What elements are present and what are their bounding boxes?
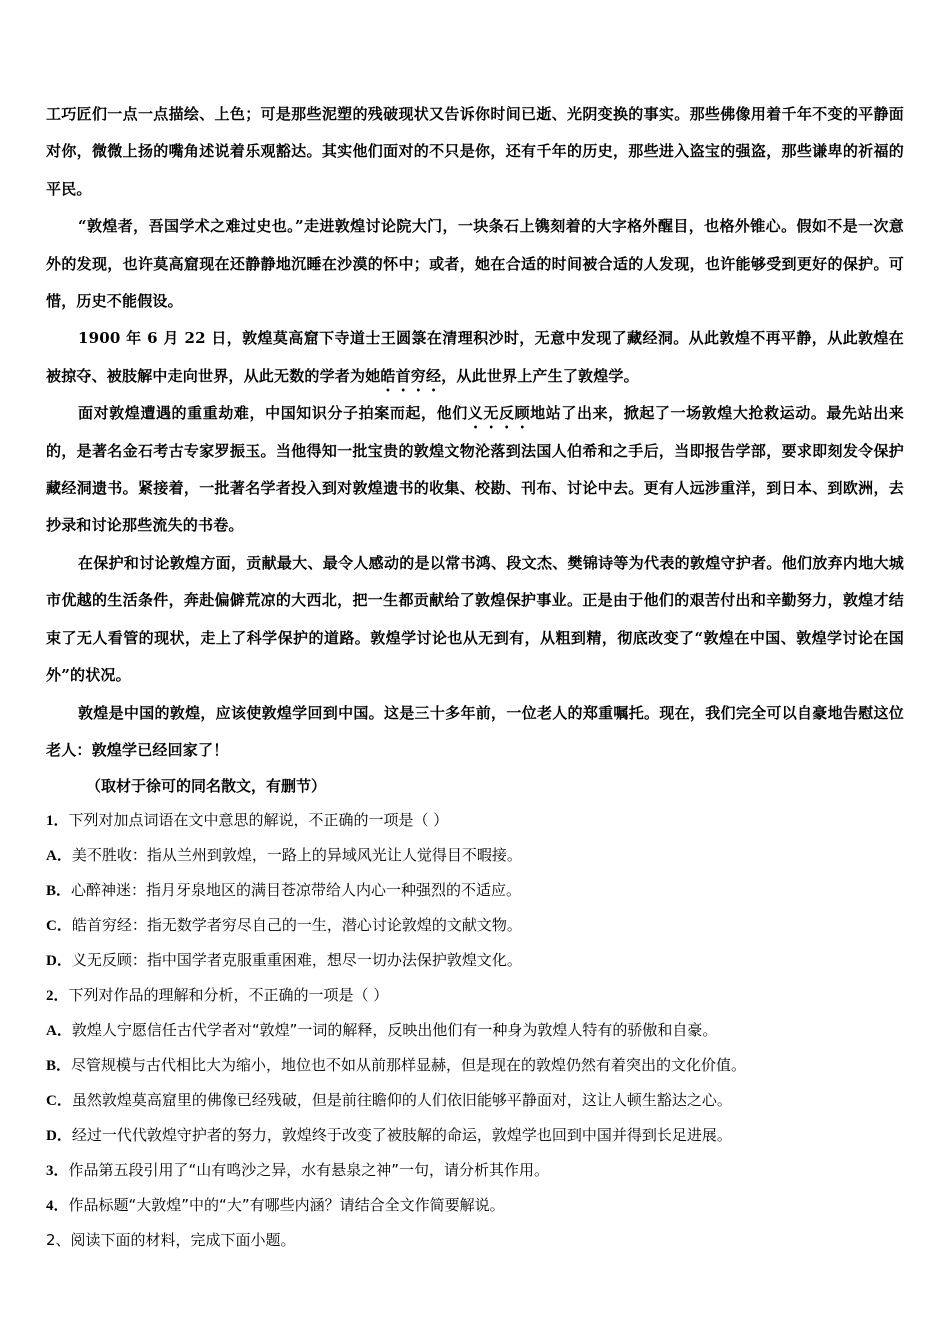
option-label: D． <box>46 953 72 970</box>
option-label: B． <box>46 1058 72 1075</box>
question-text: 下列对作品的理解和分析，不正确的一项是（ ） <box>68 986 389 1005</box>
option-text: 心醉神迷：指月牙泉地区的满目苍凉带给人内心一种强烈的不适应。 <box>71 881 522 900</box>
option-label: A． <box>46 1023 72 1040</box>
paragraph-3-text-a: 1900 年 6 月 22 日，敦煌莫高窟下寺道士王圆箓在清理积沙时，无意中发现了藏经洞。从此敦煌不再平静，从此敦煌在被掠夺、被肢解中走向世界，从此无数的学者为她 <box>46 329 904 385</box>
question-text: 作品第五段引用了“山有鸣沙之异，水有悬泉之神”一句，请分析其作用。 <box>68 1161 550 1180</box>
option-2c <box>46 1083 904 1118</box>
dotted-term-haoshouqiongjing: 皓首穷经 <box>380 366 442 385</box>
option-label: C． <box>46 918 72 935</box>
question-number: 2． <box>46 988 69 1005</box>
option-label: B． <box>46 883 72 900</box>
option-1b <box>46 873 904 908</box>
passage-source: （取材于徐可的同名散文，有删节） <box>86 777 327 796</box>
question-number: 3． <box>46 1163 69 1180</box>
option-text: 经过一代代敦煌守护者的努力，敦煌终于改变了被肢解的命运，敦煌学也回到中国并得到长足进展。 <box>71 1126 732 1145</box>
option-2b <box>46 1048 904 1083</box>
question-4 <box>46 1188 904 1223</box>
option-label: D． <box>46 1128 72 1145</box>
question-1 <box>46 803 904 838</box>
question-text: 下列对加点词语在文中意思的解说，不正确的一项是（ ） <box>68 811 449 830</box>
passage-paragraph-5: 在保护和讨论敦煌方面，贡献最大、最令人感动的是以常书鸿、段文杰、樊锦诗等为代表的敦煌守护者。他们放弃内地大城市优越的生活条件，奔赴偏僻荒凉的大西北，把一生都贡献给了敦煌保护事业。正是由于他们的艰苦付出和辛勤努力，敦煌才结束了无人看管的现状，走上了科学保护的道路。敦煌学讨论也从无到有，从粗到精，彻底改变了“敦煌在中国、敦煌学讨论在国外”的状况。 <box>46 553 904 685</box>
option-1c <box>46 908 904 943</box>
option-label: C． <box>46 1093 72 1110</box>
option-text: 义无反顾：指中国学者克服重重困难，想尽一切办法保护敦煌文化。 <box>71 951 522 970</box>
question-number: 1． <box>46 813 69 830</box>
option-text: 虽然敦煌莫高窟里的佛像已经残破，但是前往瞻仰的人们依旧能够平静面对，这让人顿生豁达之心。 <box>71 1091 732 1110</box>
option-1a <box>46 838 904 873</box>
option-text: 尽管规模与古代相比大为缩小，地位也不如从前那样显赫，但是现在的敦煌仍然有着突出的文化价值。 <box>71 1056 747 1075</box>
option-label: A． <box>46 848 72 865</box>
passage-paragraph-3 <box>46 320 904 395</box>
passage-paragraph-6: 敦煌是中国的敦煌，应该使敦煌学回到中国。这是三十多年前，一位老人的郑重嘱托。现在，我们完全可以自豪地告慰这位老人：敦煌学已经回家了！ <box>46 703 904 759</box>
paragraph-4-text-b: 地站了出来，掀起了一场敦煌大抢救运动。最先站出来的，是著名金石考古专家罗振玉。当他得知一批宝贵的敦煌文物沦落到法国人伯希和之手后，当即报告学部，要求即刻发令保护藏经洞遗书。紧接着，一批著名学者投入到对敦煌遗书的收集、校勘、刊布、讨论中去。更有人远涉重洋，到日本、到欧洲，去抄录和讨论那些流失的书卷。 <box>46 404 904 535</box>
option-text: 皓首穷经：指无数学者穷尽自己的一生，潜心讨论敦煌的文献文物。 <box>71 916 522 935</box>
question-number: 4． <box>46 1198 69 1215</box>
passage-paragraph-2: “敦煌者，吾国学术之难过史也。”走进敦煌讨论院大门，一块条石上镌刻着的大字格外醒目，也格外锥心。假如不是一次意外的发现，也许莫高窟现在还静静地沉睡在沙漠的怀中；或者，她在合适的时间被合适的人发现，也许能够受到更好的保护。可惜，历史不能假设。 <box>46 217 904 311</box>
question-list <box>46 803 904 1257</box>
document-page <box>46 96 904 1257</box>
question-2 <box>46 978 904 1013</box>
question-3 <box>46 1153 904 1188</box>
paragraph-3-text-b: ，从此世界上产生了敦煌学。 <box>441 366 639 385</box>
option-text: 美不胜收：指从兰州到敦煌，一路上的异域风光让人觉得目不暇接。 <box>71 846 522 865</box>
passage-paragraph-1: 工巧匠们一点一点描绘、上色；可是那些泥塑的残破现状又告诉你时间已逝、光阴变换的事实。那些佛像用着千年不变的平静面对你，微微上扬的嘴角述说着乐观豁达。其实他们面对的不只是你，还有千年的历史，那些进入盗宝的强盗，那些谦卑的祈福的平民。 <box>46 105 904 198</box>
passage-paragraph-4 <box>46 395 904 545</box>
option-text: 敦煌人宁愿信任古代学者对“敦煌”一词的解释，反映出他们有一种身为敦煌人特有的骄傲和自豪。 <box>71 1021 718 1040</box>
option-2a <box>46 1013 904 1048</box>
paragraph-4-text-a: 面对敦煌遭遇的重重劫难，中国知识分子拍案而起，他们 <box>78 404 468 423</box>
dotted-term-yiwufangu: 义无反顾 <box>467 404 531 423</box>
next-section-heading: 2、阅读下面的材料，完成下面小题。 <box>46 1231 296 1250</box>
option-1d <box>46 943 904 978</box>
option-2d <box>46 1118 904 1153</box>
question-text: 作品标题“大敦煌”中的“大”有哪些内涵？请结合全文作简要解说。 <box>68 1196 505 1215</box>
